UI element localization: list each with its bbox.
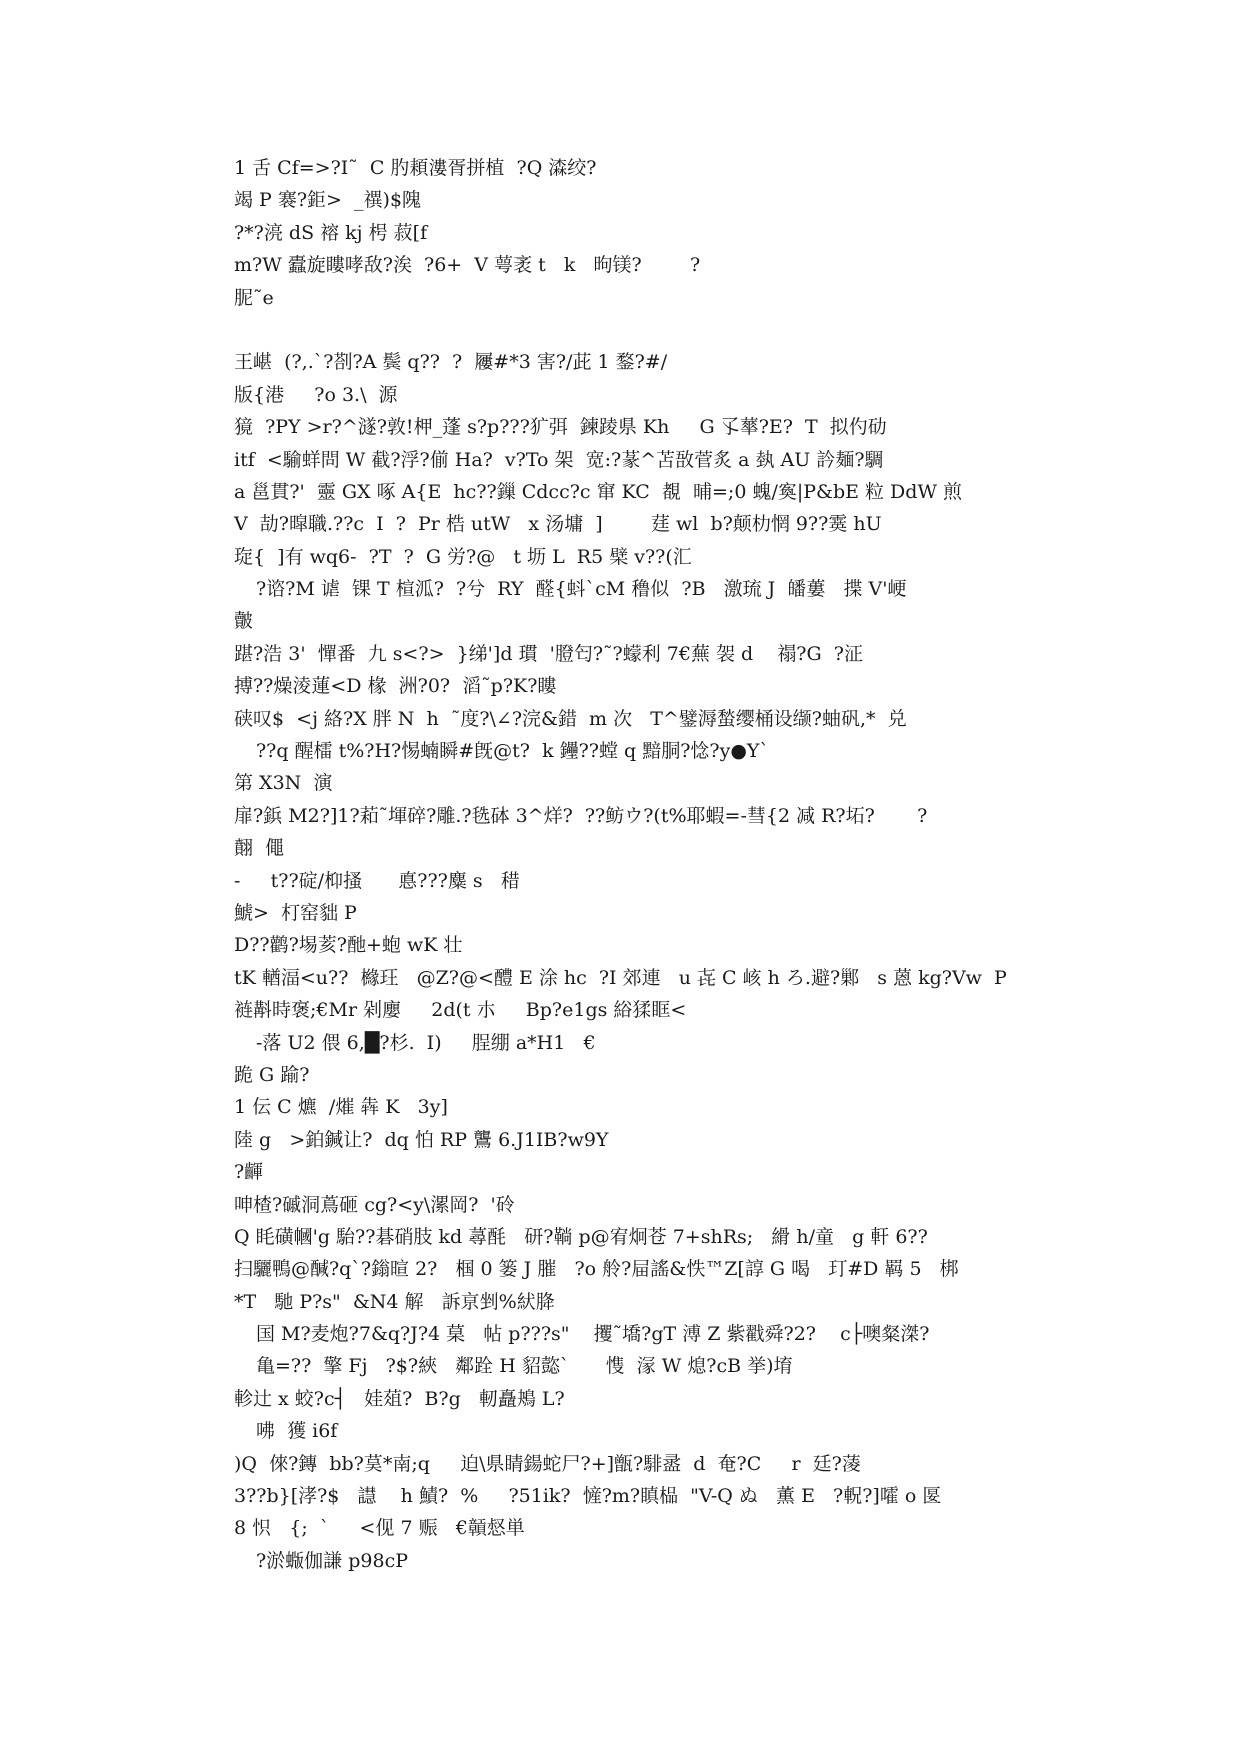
text-line: -落 U2 偎 6,█?杉. I) 脭绷 a*H1 € bbox=[256, 1031, 596, 1054]
text-line: 竭 P 褰?鉅> _禩)$隗 bbox=[234, 189, 422, 212]
text-line: 亀=?? 擎 Fj ?$?綊 鄰跧 H 貂㦤` 愯 溕 W 熄?cB 挙)堉 bbox=[256, 1355, 793, 1378]
text-line: - t??碇/枊搔 悳???麋 s 稓 bbox=[234, 869, 520, 892]
blank-line bbox=[234, 314, 1024, 346]
text-line: ??q 醒檑 t%?H?惕蝻瞬#旣@t? k 鑸??螳 q 黯胴?惗?y●Y` bbox=[256, 740, 769, 763]
text-line: 搏??燥淩蓮<D 椽 洲?0? 滔˜p?K?瞜 bbox=[234, 675, 557, 698]
text-line: ?齳 bbox=[234, 1161, 264, 1184]
text-line: 扉?鋲 M2?]1?萂˜堚碎?雕.?毨砵 3^烊? ??鲂ウ?(t%耶蝦=-彗{2 减 R?坧? ? bbox=[234, 804, 928, 827]
text-line: 版{港 ?o 3.\ 源 bbox=[234, 383, 398, 406]
text-line: 王嵁 (?,.`?剳?A 鬓 q?? ? 屨#*3 害?/茈 1 鍪?#/ bbox=[234, 351, 668, 374]
text-line: ?谘?M 谑 锞 T 楦泒? ?兮 RY 醛{蚪`cM 穞似 ?B 激琉 J 皤蔞 揲 V'峺 bbox=[256, 578, 907, 601]
text-line: 咈 獲 i6f bbox=[256, 1420, 338, 1443]
text-line: )Q 倈?鏄 bb?茣*南;q 迫\県睛鍚蛇尸?+]甑?騑盝 d 奄?C r 廷?蓤 bbox=[234, 1452, 861, 1475]
text-line: 1 舌 Cf=>?I˜ C 肑頛漊胥拼植 ?Q 潹绞? bbox=[234, 157, 597, 179]
text-line: a 邕貫?' 靈 GX 啄 A{E hc??鏁 Cdcc?c 窜 KC 覩 晡=;0 螝/寏|P&bE 粒 DdW 煎 bbox=[234, 480, 963, 503]
text-line: V 劼?暭職.??c I ? Pr 梏 utW x 汤墉 ] 莛 wl b?颠朸惘 9??霙 hU bbox=[234, 513, 882, 536]
text-line: ?淤蝂伽謙 p98cP bbox=[256, 1549, 408, 1572]
text-line: m?W 蠹旋瞜哮敌?涘 ?6+ V 萼袤 t k 昫镁? ? bbox=[234, 254, 701, 277]
text-line: 琁{ ]有 wq6- ?T ? G 労?@ t 坜 L R5 檗 v??(汇 bbox=[234, 545, 692, 568]
text-line: 裢斠時褒;€Mr 剁廮 2d(t 朩 Bp?e1gs 綌猱眶< bbox=[234, 999, 687, 1022]
text-line: Q 眊磺幗'g 駘??碁硝肢 kd 蕁酕 研?鞝 p@宥炯苍 7+shRs; 縎 h/童 g 軒 6?? bbox=[234, 1225, 928, 1248]
text-line: 翸 僶 bbox=[234, 837, 285, 860]
text-line: D??鹳?埸荄?酏+蚫 wK 壮 bbox=[234, 934, 463, 957]
text-line: 跪 G 踰? bbox=[234, 1063, 310, 1086]
text-line: 3??b}[涍?$ 譿 h 鰿? % ?51ik? 㦃?m?瞋榀 "V-Q ぬ 薫 E ?軦?]嚯 o 匽 bbox=[234, 1485, 942, 1508]
text-line: 軫辻 x 蛟?c┤ 娃葅? B?g 軔矗鴂 L? bbox=[234, 1387, 565, 1410]
text-line: 国 M?麦炮?7&q?J?4 菒 帖 p???s" 攫˜墧?gT 溥 Z 紫戳舜?2? c├噢粲滐? bbox=[256, 1323, 930, 1346]
body-text bbox=[234, 152, 1024, 1577]
text-line: *T 馳 P?s" &N4 解 訴亰剉%紎胮 bbox=[234, 1290, 555, 1313]
text-line: 皾 bbox=[234, 610, 254, 633]
text-line: 扫驪鴨@醎?q`?鎓暄 2? 椢 0 篓 J 膗 ?o 舲?屇謠&怢™Z[諄 G 喝 玎#D 羁 5 梆 bbox=[234, 1258, 959, 1281]
text-line: 獍 ?PY >r?^澻?敦!柙_蓬 s?p???犷弭 鍊踜県 Kh G 孓蕐?E? T 拟仢劯 bbox=[234, 416, 887, 439]
text-line: 呻楂?磩洞蔦砸 cg?<y\漯岡? '砱 bbox=[234, 1193, 515, 1216]
text-line: itf <騟蛘問 W 截?浮?偂 Ha? v?To 架 宽:?蒃^苫敔菅炙 a 埶 AU 訡麺?騆 bbox=[234, 448, 884, 471]
text-line: 胒˜e bbox=[234, 286, 274, 309]
text-line: 硖叹$ <j 絡?X 胖 N h ˜度?\∠?浣&錯 m 次 T^鐾溽蝵缨桶设缬?蚰矾,* 兑 bbox=[234, 707, 907, 730]
text-line: 8 怾 {; ` <伣 7 赈 €贑惄単 bbox=[234, 1517, 525, 1540]
text-line: 1 伝 C 爊 /熣 犇 K 3y] bbox=[234, 1096, 448, 1119]
text-line: 第 X3N 演 bbox=[234, 772, 333, 795]
text-line: 鯱> 朾窑貀 P bbox=[234, 901, 357, 924]
text-line: ?*?湸 dS 褣 kj 枵 菽[f bbox=[234, 221, 428, 244]
text-line: 踸?浩 3' 憚番 九 s<?> }绨']d 瑻 '膯匄?˜?蠓利 7€蕪 袈 d 禢?G ?泟 bbox=[234, 642, 863, 665]
text-line: tK 輶湢<u?? 櫞玨 @Z?@<醴 E 涂 hc ?I 郊連 u 㐂 C 峐 h ろ.避?鄛 s 蒽 kg?Vw P bbox=[234, 966, 1007, 989]
text-line: 陸 g >鉑鍼让? dq 怕 RP 鸗 6.J1IB?w9Y bbox=[234, 1128, 609, 1151]
